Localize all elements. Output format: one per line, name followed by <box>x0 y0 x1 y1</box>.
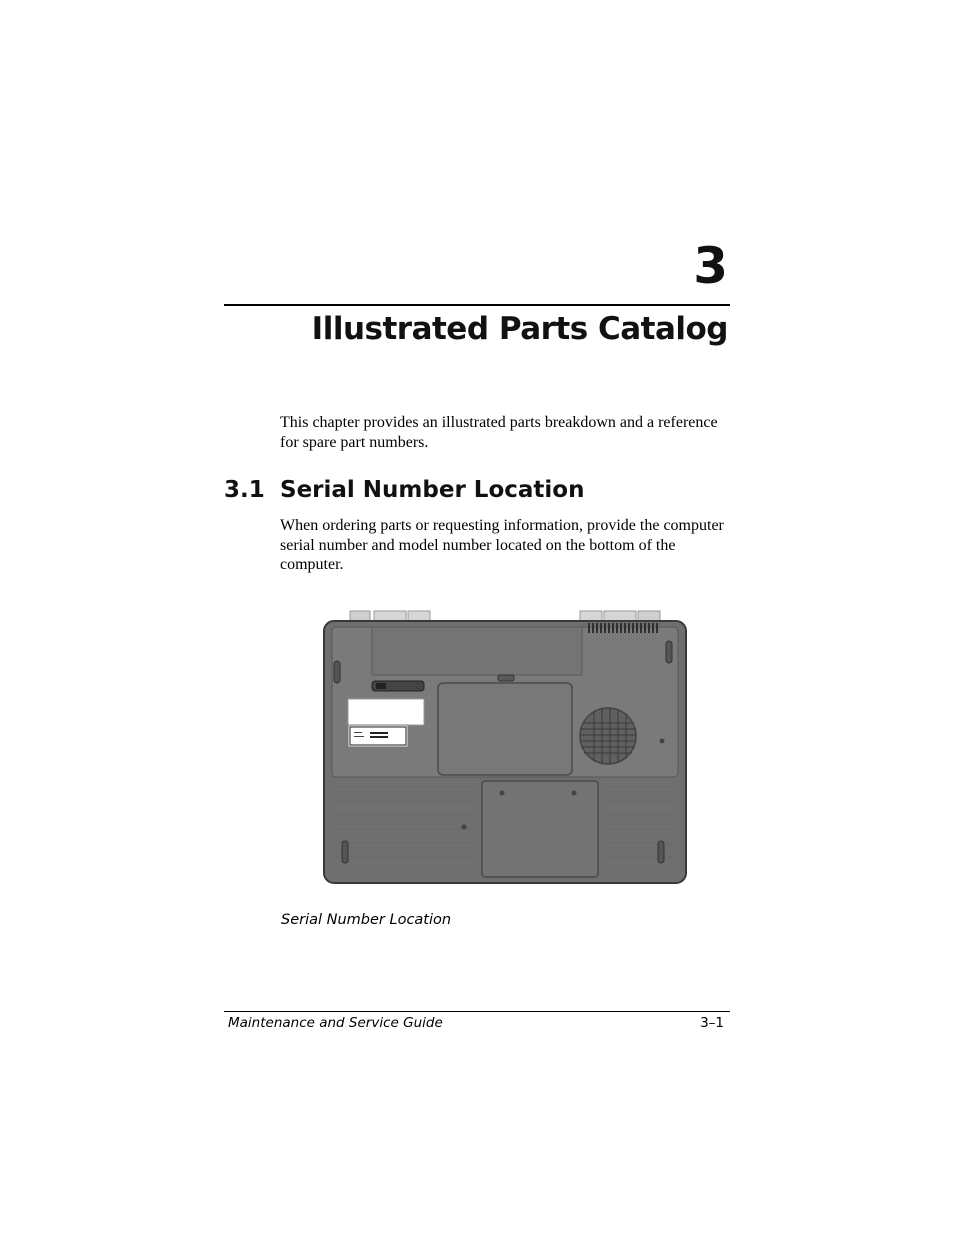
section-heading <box>224 474 584 506</box>
intro-paragraph: This chapter provides an illustrated parts breakdown and a reference for spare part numbers. <box>280 414 718 451</box>
laptop-bottom-figure <box>322 605 688 885</box>
chapter-title: Illustrated Parts Catalog <box>311 311 728 347</box>
figure-caption: Serial Number Location <box>281 912 452 928</box>
section-title: Serial Number Location <box>280 477 585 503</box>
laptop-bottom-icon <box>322 605 688 885</box>
chapter-number: 3 <box>693 237 728 295</box>
section-number: 3.1 <box>224 477 265 503</box>
footer-rule <box>224 1011 730 1012</box>
footer-page-number: 3–1 <box>700 1015 724 1031</box>
footer-guide-title: Maintenance and Service Guide <box>228 1015 443 1031</box>
section-paragraph: When ordering parts or requesting information, provide the computer serial number and model number located on the bottom of the computer. <box>280 517 724 573</box>
